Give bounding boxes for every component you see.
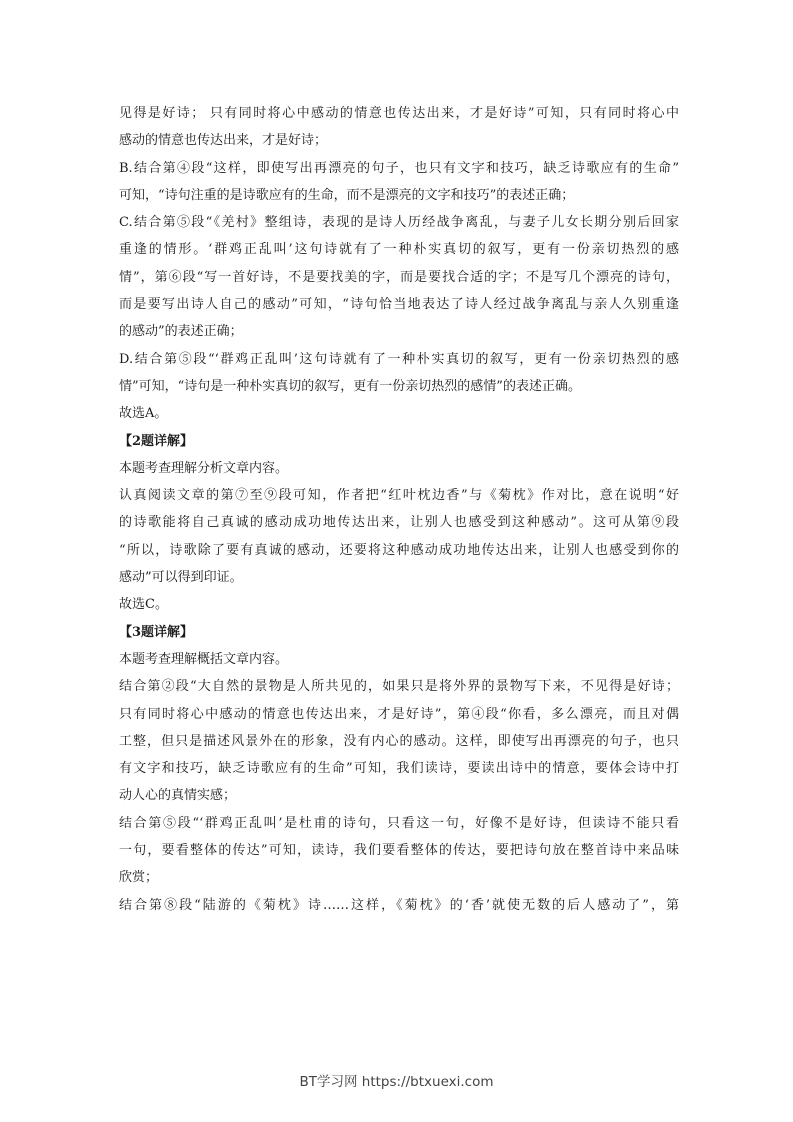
text-line: 结合第②段“大自然的景物是人所共见的，如果只是将外界的景物写下来，不见得是好诗； — [119, 679, 679, 695]
text-line: 结合第⑤段“‘群鸡正乱叫’是杜甫的诗句，只看这一句，好像不是好诗，但读诗不能只看 — [119, 815, 679, 831]
text-line: B.结合第④段“这样，即使写出再漂亮的句子，也只有文字和技巧，缺乏诗歌应有的生命” — [119, 160, 679, 176]
section-heading: 【3题详解】 — [119, 624, 194, 640]
text-line: 结合第⑧段“陆游的《菊枕》诗……这样，《菊枕》的‘香’就使无数的后人感动了”，第 — [119, 897, 679, 913]
text-line: 故选A。 — [119, 406, 168, 422]
text-line: 认真阅读文章的第⑦至⑨段可知，作者把“红叶枕边香”与《菊枕》作对比，意在说明“好 — [119, 488, 679, 504]
text-line: C.结合第⑤段“《羌村》整组诗，表现的是诗人历经战争离乱，与妻子儿女长期分别后回家 — [119, 215, 679, 231]
text-line: 本题考查理解分析文章内容。 — [119, 460, 289, 476]
footer-url[interactable]: https://btxuexi.com — [361, 1074, 494, 1090]
text-line: 动人心的真情实感； — [119, 788, 237, 804]
text-line: 而是要写出诗人自己的感动”可知，“诗句恰当地表达了诗人经过战争离乱与亲人久别重逢 — [119, 297, 679, 313]
text-line: 有文字和技巧，缺乏诗歌应有的生命”可知，我们读诗，要读出诗中的情意，要体会诗中打 — [119, 761, 679, 777]
text-line: 工整，但只是描述风景外在的形象，没有内心的感动。这样，即使写出再漂亮的句子，也只 — [119, 733, 679, 749]
text-line: 见得是好诗； 只有同时将心中感动的情意也传达出来，才是好诗”可知，只有同时将心中 — [119, 106, 679, 121]
section-heading: 【2题详解】 — [119, 433, 194, 449]
text-line: 本题考查理解概括文章内容。 — [119, 651, 289, 667]
text-line: 故选C。 — [119, 597, 168, 613]
footer-site-name: BT学习网 — [299, 1074, 358, 1090]
text-line: 感动”可以得到印证。 — [119, 570, 243, 586]
document-body — [119, 100, 679, 919]
text-line: 情”可知，“诗句是一种朴实真切的叙写，更有一份亲切热烈的感情”的表述正确。 — [119, 378, 581, 394]
text-line: D.结合第⑤段“‘群鸡正乱叫’这句诗就有了一种朴实真切的叙写，更有一份亲切热烈的感 — [119, 351, 679, 367]
text-line: 感动的情意也传达出来，才是好诗； — [119, 133, 328, 149]
text-line: 重逢的情形。‘群鸡正乱叫’这句诗就有了一种朴实真切的叙写，更有一份亲切热烈的感 — [119, 242, 679, 258]
text-line: 只有同时将心中感动的情意也传达出来，才是好诗”，第④段“你看，多么漂亮，而且对偶 — [119, 706, 679, 722]
text-line: 的诗歌能将自己真诚的感动成功地传达出来，让别人也感受到这种感动”。这可从第⑨段 — [119, 515, 679, 531]
text-line: 欣赏； — [119, 870, 159, 886]
text-line: 的感动”的表述正确； — [119, 324, 243, 340]
text-line: 情”，第⑥段“写一首好诗，不是要找美的字，而是要找合适的字；不是写几个漂亮的诗句， — [119, 269, 679, 285]
page-footer — [0, 1070, 793, 1090]
text-line: 一句，要看整体的传达”可知，读诗，我们要看整体的传达，要把诗句放在整首诗中来品味 — [119, 843, 679, 859]
text-line: “所以，诗歌除了要有真诚的感动，还要将这种感动成功地传达出来，让别人也感受到你的 — [119, 542, 679, 558]
text-line: 可知，“诗句注重的是诗歌应有的生命，而不是漂亮的文字和技巧”的表述正确； — [119, 187, 575, 203]
